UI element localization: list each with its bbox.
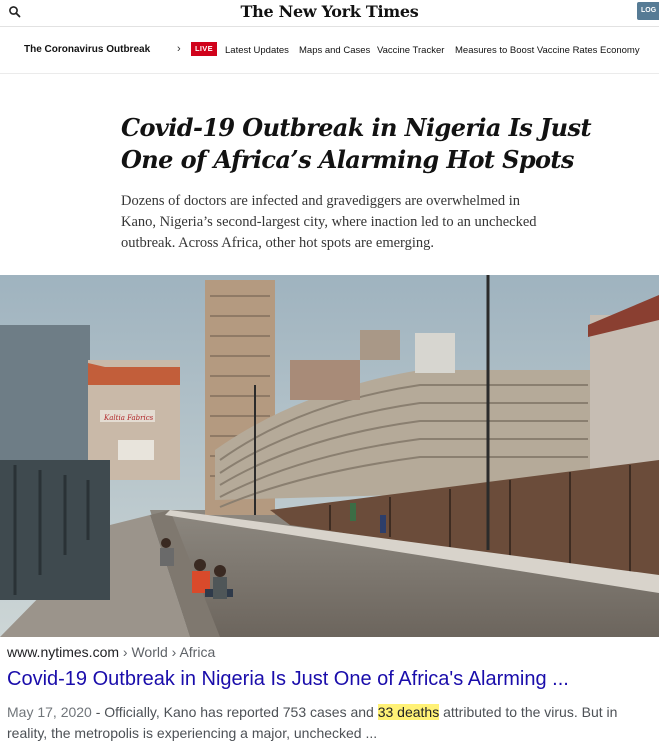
result-title-link[interactable]: Covid-19 Outbreak in Nigeria Is Just One of Africa's Alarming ...	[7, 668, 569, 690]
result-breadcrumb: › World › Africa	[122, 644, 216, 660]
masthead	[0, 0, 659, 26]
article-headline: Covid-19 Outbreak in Nigeria Is Just One of Africa’s Alarming Hot Spots	[121, 113, 591, 174]
section-nav	[0, 27, 659, 73]
nav-item-economy[interactable]: Economy	[600, 45, 640, 56]
live-badge[interactable]: LIVE	[191, 42, 217, 56]
result-date: May 17, 2020	[7, 704, 92, 720]
nyt-logo[interactable]: The New York Times	[240, 2, 419, 21]
article-photo	[0, 275, 659, 637]
section-title-link[interactable]: The Coronavirus Outbreak	[24, 44, 151, 55]
photo-shop-sign: Kaltia Fabrics	[104, 414, 154, 422]
nav-item-vaccine-tracker[interactable]: Vaccine Tracker	[377, 45, 445, 56]
login-button[interactable]: LOG	[637, 2, 659, 20]
chevron-right-icon: ›	[177, 43, 181, 55]
snippet-text-after: attributed to the virus. But in reality, the metropolis is experiencing a major, unchecked ...	[7, 704, 618, 741]
result-domain: www.nytimes.com	[7, 644, 120, 660]
result-url[interactable]	[7, 644, 215, 660]
article-summary: Dozens of doctors are infected and gravediggers are overwhelmed in Kano, Nigeria’s second-largest city, where inaction led to an unchecked outbreak. Across Africa, other hot spots are emerging.	[121, 193, 537, 251]
snippet-text-before: - Officially, Kano has reported 753 cases and	[91, 704, 378, 720]
nav-divider	[0, 73, 659, 74]
result-snippet	[7, 702, 657, 744]
nav-item-maps-and-cases[interactable]: Maps and Cases	[299, 45, 371, 56]
nav-item-measures[interactable]: Measures to Boost Vaccine Rates	[455, 45, 598, 56]
nav-item-latest-updates[interactable]: Latest Updates	[225, 45, 289, 56]
snippet-highlight: 33 deaths	[377, 704, 440, 720]
